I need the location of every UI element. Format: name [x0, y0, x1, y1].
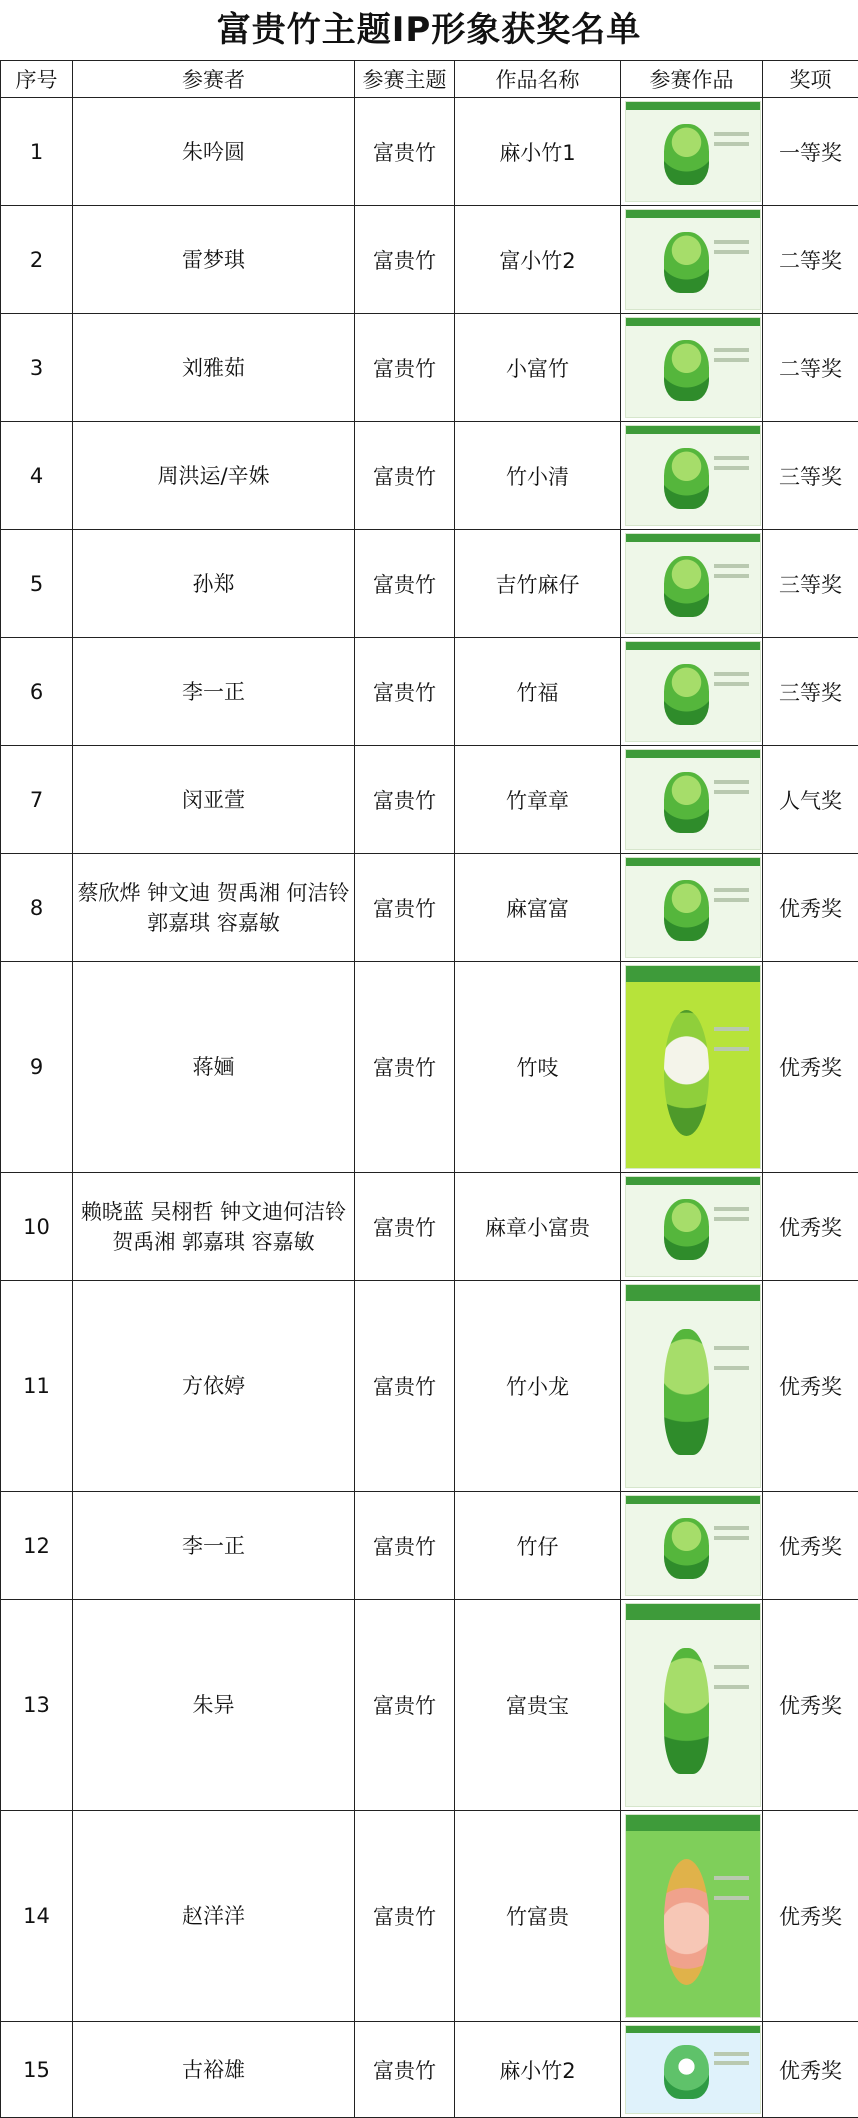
thumbnail-decoration [714, 250, 749, 254]
table-row [1, 1811, 858, 2022]
work-thumbnail-image [625, 857, 761, 958]
row-work-name: 麻章小富贵 [455, 1173, 621, 1281]
mascot-illustration [664, 1010, 710, 1135]
thumbnail-decoration [714, 1366, 749, 1370]
row-participant: 闵亚萱 [73, 746, 355, 854]
thumbnail-decoration [714, 1665, 749, 1669]
thumbnail-decoration [714, 790, 749, 794]
row-participant: 李一正 [73, 638, 355, 746]
thumbnail-decoration [714, 1027, 749, 1031]
row-theme: 富贵竹 [355, 1492, 455, 1600]
row-award: 三等奖 [763, 638, 858, 746]
row-theme: 富贵竹 [355, 962, 455, 1173]
row-theme: 富贵竹 [355, 746, 455, 854]
row-number: 14 [1, 1811, 73, 2022]
awards-table [0, 60, 858, 2118]
row-work-name: 麻小竹2 [455, 2022, 621, 2118]
row-theme: 富贵竹 [355, 2022, 455, 2118]
row-number: 12 [1, 1492, 73, 1600]
row-number: 6 [1, 638, 73, 746]
header-award: 奖项 [763, 61, 858, 98]
mascot-illustration [664, 2045, 710, 2099]
row-work-name: 竹章章 [455, 746, 621, 854]
header-number: 序号 [1, 61, 73, 98]
row-work-image-cell [621, 1600, 763, 1811]
mascot-illustration [664, 772, 710, 833]
header-work-image: 参赛作品 [621, 61, 763, 98]
work-thumbnail-image [625, 209, 761, 310]
row-work-name: 富贵宝 [455, 1600, 621, 1811]
row-theme: 富贵竹 [355, 1173, 455, 1281]
table-row [1, 854, 858, 962]
row-work-image-cell [621, 98, 763, 206]
thumbnail-decoration [714, 1876, 749, 1880]
row-work-image-cell [621, 206, 763, 314]
row-theme: 富贵竹 [355, 1600, 455, 1811]
row-award: 二等奖 [763, 206, 858, 314]
table-row [1, 98, 858, 206]
thumbnail-decoration [714, 898, 749, 902]
row-participant: 赵洋洋 [73, 1811, 355, 2022]
thumbnail-decoration [626, 642, 760, 650]
mascot-illustration [664, 448, 710, 509]
row-work-image-cell [621, 422, 763, 530]
thumbnail-decoration [714, 1047, 749, 1051]
thumbnail-decoration [714, 2061, 749, 2065]
mascot-illustration [664, 124, 710, 185]
thumbnail-decoration [626, 102, 760, 110]
row-participant: 蒋婳 [73, 962, 355, 1173]
thumbnail-decoration [714, 132, 749, 136]
row-work-name: 吉竹麻仔 [455, 530, 621, 638]
row-work-image-cell [621, 746, 763, 854]
row-work-name: 竹福 [455, 638, 621, 746]
row-award: 三等奖 [763, 422, 858, 530]
row-number: 9 [1, 962, 73, 1173]
row-award: 三等奖 [763, 530, 858, 638]
header-participant: 参赛者 [73, 61, 355, 98]
row-number: 3 [1, 314, 73, 422]
row-work-name: 竹吱 [455, 962, 621, 1173]
row-work-name: 麻富富 [455, 854, 621, 962]
table-row [1, 1281, 858, 1492]
thumbnail-decoration [714, 142, 749, 146]
mascot-illustration [664, 1199, 710, 1260]
mascot-illustration [664, 1859, 710, 1984]
row-number: 13 [1, 1600, 73, 1811]
row-participant: 李一正 [73, 1492, 355, 1600]
table-row [1, 206, 858, 314]
thumbnail-decoration [714, 1207, 749, 1211]
row-work-image-cell [621, 1811, 763, 2022]
row-award: 人气奖 [763, 746, 858, 854]
table-row [1, 1600, 858, 1811]
row-award: 优秀奖 [763, 1173, 858, 1281]
row-number: 5 [1, 530, 73, 638]
header-theme: 参赛主题 [355, 61, 455, 98]
thumbnail-decoration [714, 466, 749, 470]
table-row [1, 1492, 858, 1600]
row-work-name: 富小竹2 [455, 206, 621, 314]
row-work-image-cell [621, 2022, 763, 2118]
row-work-image-cell [621, 1492, 763, 1600]
thumbnail-decoration [626, 750, 760, 758]
thumbnail-decoration [714, 1526, 749, 1530]
row-theme: 富贵竹 [355, 422, 455, 530]
row-award: 优秀奖 [763, 1600, 858, 1811]
table-row [1, 962, 858, 1173]
work-thumbnail-image [625, 641, 761, 742]
row-number: 10 [1, 1173, 73, 1281]
thumbnail-decoration [626, 966, 760, 982]
row-award: 优秀奖 [763, 1281, 858, 1492]
thumbnail-decoration [714, 456, 749, 460]
mascot-illustration [664, 1329, 710, 1454]
thumbnail-decoration [626, 1815, 760, 1831]
row-number: 8 [1, 854, 73, 962]
row-work-image-cell [621, 314, 763, 422]
row-work-name: 竹富贵 [455, 1811, 621, 2022]
row-participant: 周洪运/辛姝 [73, 422, 355, 530]
row-participant: 雷梦琪 [73, 206, 355, 314]
row-number: 11 [1, 1281, 73, 1492]
row-participant: 蔡欣烨 钟文迪 贺禹湘 何洁铃 郭嘉琪 容嘉敏 [73, 854, 355, 962]
thumbnail-decoration [714, 574, 749, 578]
row-work-image-cell [621, 1173, 763, 1281]
work-thumbnail-image [625, 101, 761, 202]
row-theme: 富贵竹 [355, 638, 455, 746]
row-work-image-cell [621, 1281, 763, 1492]
work-thumbnail-image [625, 533, 761, 634]
thumbnail-decoration [714, 1536, 749, 1540]
table-header-row [1, 61, 858, 98]
thumbnail-decoration [626, 210, 760, 218]
row-theme: 富贵竹 [355, 1281, 455, 1492]
header-work-name: 作品名称 [455, 61, 621, 98]
thumbnail-decoration [626, 1604, 760, 1620]
work-thumbnail-image [625, 425, 761, 526]
thumbnail-decoration [626, 318, 760, 326]
row-award: 优秀奖 [763, 1492, 858, 1600]
thumbnail-decoration [714, 672, 749, 676]
row-work-image-cell [621, 530, 763, 638]
work-thumbnail-image [625, 317, 761, 418]
work-thumbnail-image [625, 1603, 761, 1807]
row-number: 1 [1, 98, 73, 206]
table-row [1, 530, 858, 638]
row-participant: 孙郑 [73, 530, 355, 638]
work-thumbnail-image [625, 1176, 761, 1277]
row-theme: 富贵竹 [355, 98, 455, 206]
work-thumbnail-image [625, 1284, 761, 1488]
row-award: 优秀奖 [763, 854, 858, 962]
row-award: 一等奖 [763, 98, 858, 206]
work-thumbnail-image [625, 1495, 761, 1596]
work-thumbnail-image [625, 749, 761, 850]
thumbnail-decoration [626, 426, 760, 434]
row-theme: 富贵竹 [355, 206, 455, 314]
mascot-illustration [664, 1518, 710, 1579]
row-number: 15 [1, 2022, 73, 2118]
thumbnail-decoration [626, 2026, 760, 2033]
thumbnail-decoration [626, 1285, 760, 1301]
row-work-name: 竹小龙 [455, 1281, 621, 1492]
row-theme: 富贵竹 [355, 530, 455, 638]
thumbnail-decoration [626, 858, 760, 866]
table-row [1, 638, 858, 746]
table-row [1, 314, 858, 422]
thumbnail-decoration [714, 1896, 749, 1900]
row-work-name: 竹仔 [455, 1492, 621, 1600]
mascot-illustration [664, 880, 710, 941]
row-theme: 富贵竹 [355, 1811, 455, 2022]
table-row [1, 2022, 858, 2118]
mascot-illustration [664, 1648, 710, 1773]
row-participant: 赖晓蓝 吴栩哲 钟文迪何洁铃 贺禹湘 郭嘉琪 容嘉敏 [73, 1173, 355, 1281]
thumbnail-decoration [714, 358, 749, 362]
thumbnail-decoration [714, 1217, 749, 1221]
thumbnail-decoration [714, 888, 749, 892]
mascot-illustration [664, 232, 710, 293]
row-work-name: 麻小竹1 [455, 98, 621, 206]
row-award: 优秀奖 [763, 1811, 858, 2022]
row-participant: 方依婷 [73, 1281, 355, 1492]
thumbnail-decoration [626, 1496, 760, 1504]
table-row [1, 1173, 858, 1281]
thumbnail-decoration [714, 1346, 749, 1350]
row-work-image-cell [621, 962, 763, 1173]
row-work-image-cell [621, 854, 763, 962]
mascot-illustration [664, 556, 710, 617]
page-title: 富贵竹主题IP形象获奖名单 [0, 0, 858, 60]
thumbnail-decoration [714, 240, 749, 244]
thumbnail-decoration [626, 1177, 760, 1185]
thumbnail-decoration [714, 682, 749, 686]
row-work-name: 小富竹 [455, 314, 621, 422]
thumbnail-decoration [714, 780, 749, 784]
thumbnail-decoration [714, 564, 749, 568]
mascot-illustration [664, 664, 710, 725]
thumbnail-decoration [714, 2052, 749, 2056]
row-participant: 朱吟圆 [73, 98, 355, 206]
row-participant: 古裕雄 [73, 2022, 355, 2118]
work-thumbnail-image [625, 965, 761, 1169]
row-participant: 刘雅茹 [73, 314, 355, 422]
row-participant: 朱异 [73, 1600, 355, 1811]
row-award: 二等奖 [763, 314, 858, 422]
table-row [1, 422, 858, 530]
thumbnail-decoration [714, 1685, 749, 1689]
work-thumbnail-image [625, 1814, 761, 2018]
row-work-image-cell [621, 638, 763, 746]
thumbnail-decoration [626, 534, 760, 542]
row-theme: 富贵竹 [355, 854, 455, 962]
table-row [1, 746, 858, 854]
row-award: 优秀奖 [763, 962, 858, 1173]
mascot-illustration [664, 340, 710, 401]
thumbnail-decoration [714, 348, 749, 352]
row-number: 7 [1, 746, 73, 854]
row-number: 2 [1, 206, 73, 314]
row-theme: 富贵竹 [355, 314, 455, 422]
row-work-name: 竹小清 [455, 422, 621, 530]
row-number: 4 [1, 422, 73, 530]
row-award: 优秀奖 [763, 2022, 858, 2118]
